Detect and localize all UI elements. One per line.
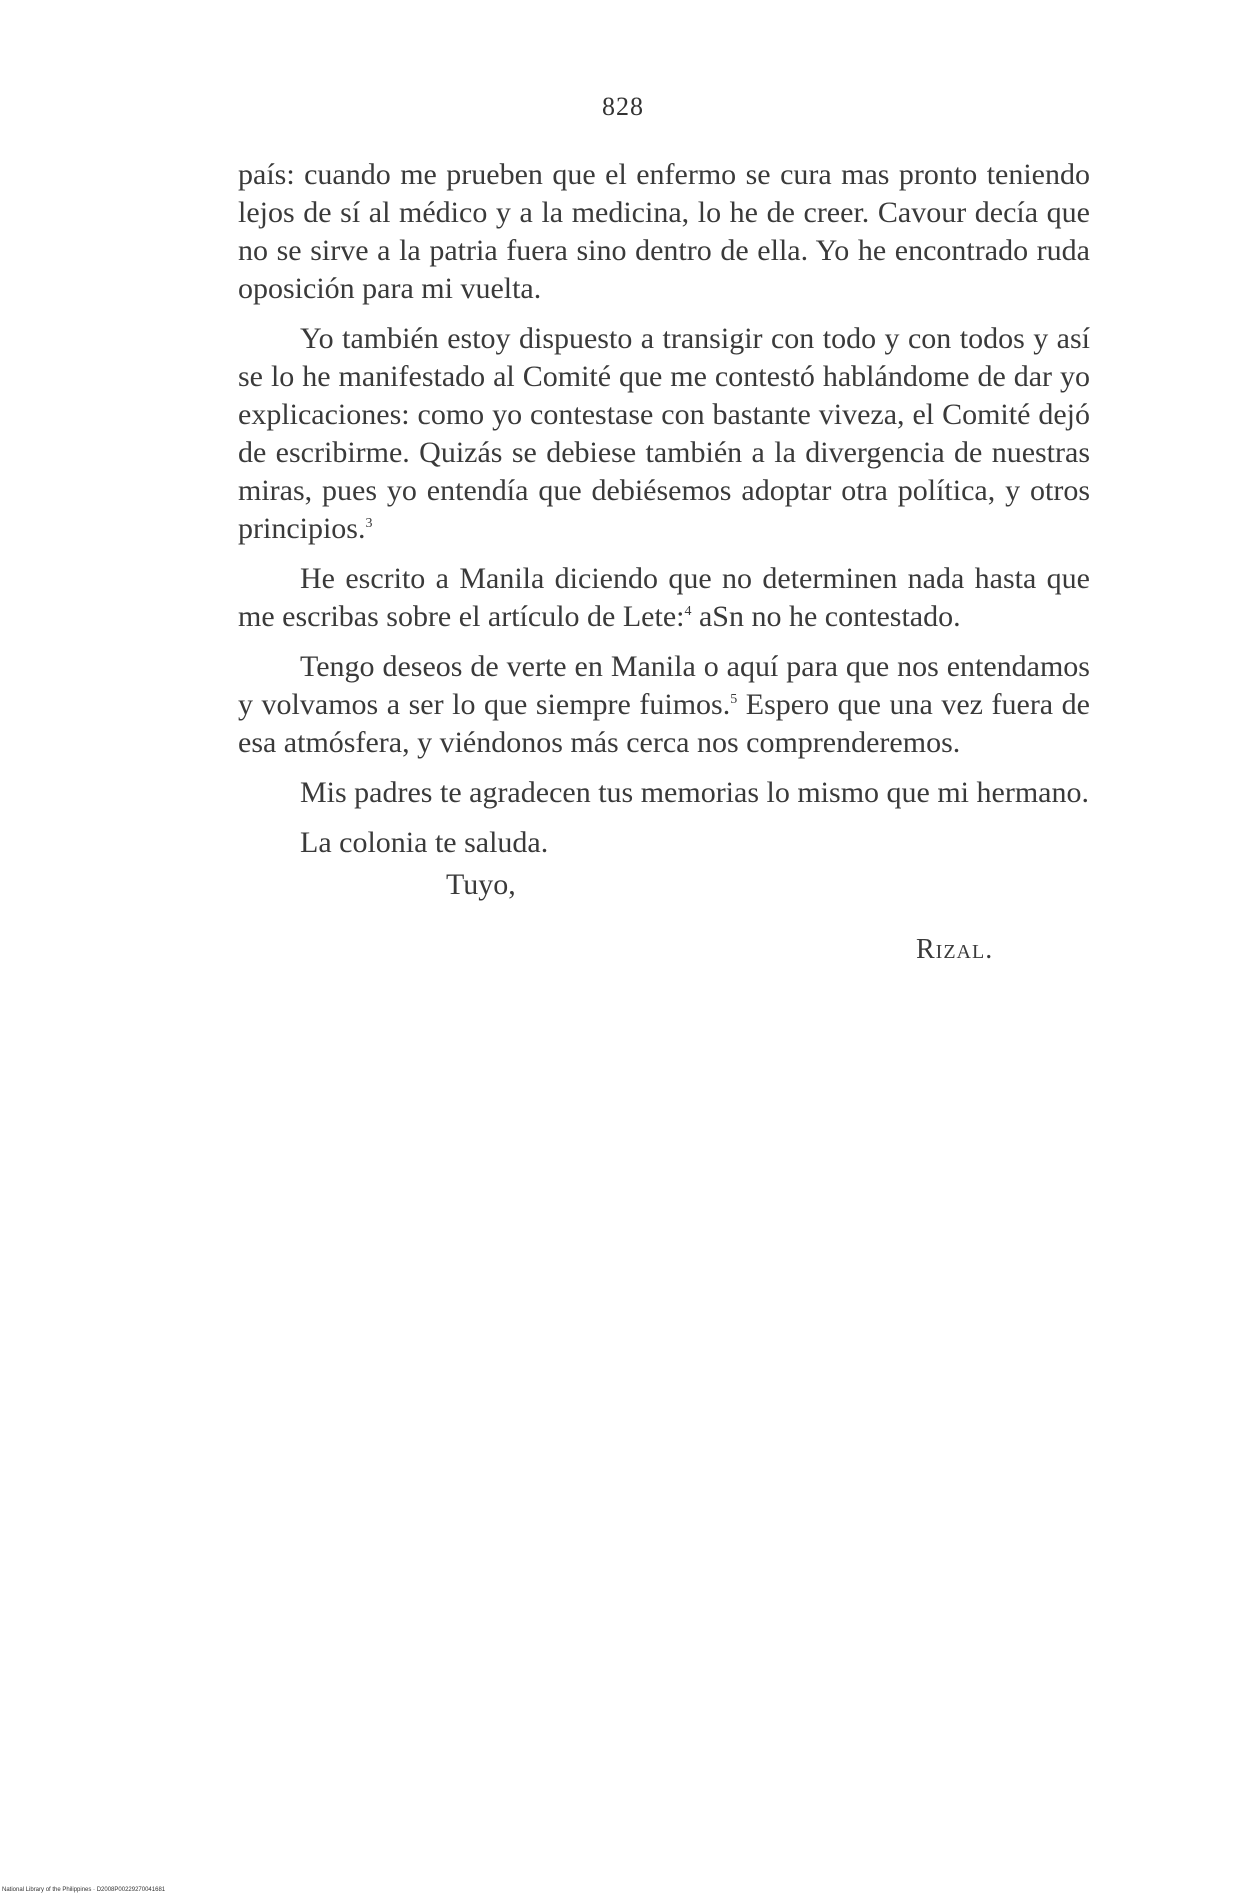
- footnote-marker: 4: [684, 604, 692, 619]
- paragraph-3-text-after: aSn no he contestado.: [691, 600, 961, 633]
- paragraph-4-text-after: Espero que una vez fuera de esa atmósfera, y viéndonos más cerca nos comprenderemos.: [238, 688, 1090, 759]
- letter-body: [238, 156, 1090, 874]
- page-number: 828: [602, 92, 644, 121]
- paragraph-5: [238, 774, 1090, 812]
- paragraph-1: [238, 156, 1090, 308]
- paragraph-3: [238, 560, 1090, 636]
- paragraph-1-text: país: cuando me prueben que el enfermo se cura mas pronto teniendo lejos de sí al médico y a la medicina, lo he de creer. Cavour decía que no se sirve a la patria fuera sino dentro de ella. Yo he encontrado ruda oposición para mi vuelta.: [238, 158, 1090, 305]
- footnote-marker: 5: [730, 692, 738, 707]
- paragraph-2: [238, 320, 1090, 548]
- paragraph-6: [238, 824, 1090, 862]
- footer-watermark: National Library of the Philippines · D2008P00229270041681: [2, 1887, 166, 1893]
- paragraph-5-text: Mis padres te agradecen tus memorias lo mismo que mi hermano.: [300, 776, 1089, 809]
- footnote-marker: 3: [365, 516, 373, 531]
- signature: Rizal.: [916, 934, 994, 965]
- paragraph-6-text: La colonia te saluda.: [300, 826, 549, 859]
- paragraph-4-text: Tengo deseos de verte en Manila o aquí para que nos entendamos y volvamos a ser lo que siempre fuimos.: [238, 650, 1090, 721]
- paragraph-2-text: Yo también estoy dispuesto a transigir con todo y con todos y así se lo he manifestado al Comité que me contestó hablándome de dar yo explicaciones: como yo contestase con bastante viveza, el Comité dejó de escribirme. Quizás se debiese también a la divergencia de nuestras miras, pues yo entendía que debiésemos adoptar otra política, y otros principios.: [238, 322, 1090, 545]
- paragraph-3-text: He escrito a Manila diciendo que no determinen nada hasta que me escribas sobre el artículo de Lete:: [238, 562, 1090, 633]
- paragraph-4: [238, 648, 1090, 762]
- closing-salutation: Tuyo,: [446, 868, 516, 901]
